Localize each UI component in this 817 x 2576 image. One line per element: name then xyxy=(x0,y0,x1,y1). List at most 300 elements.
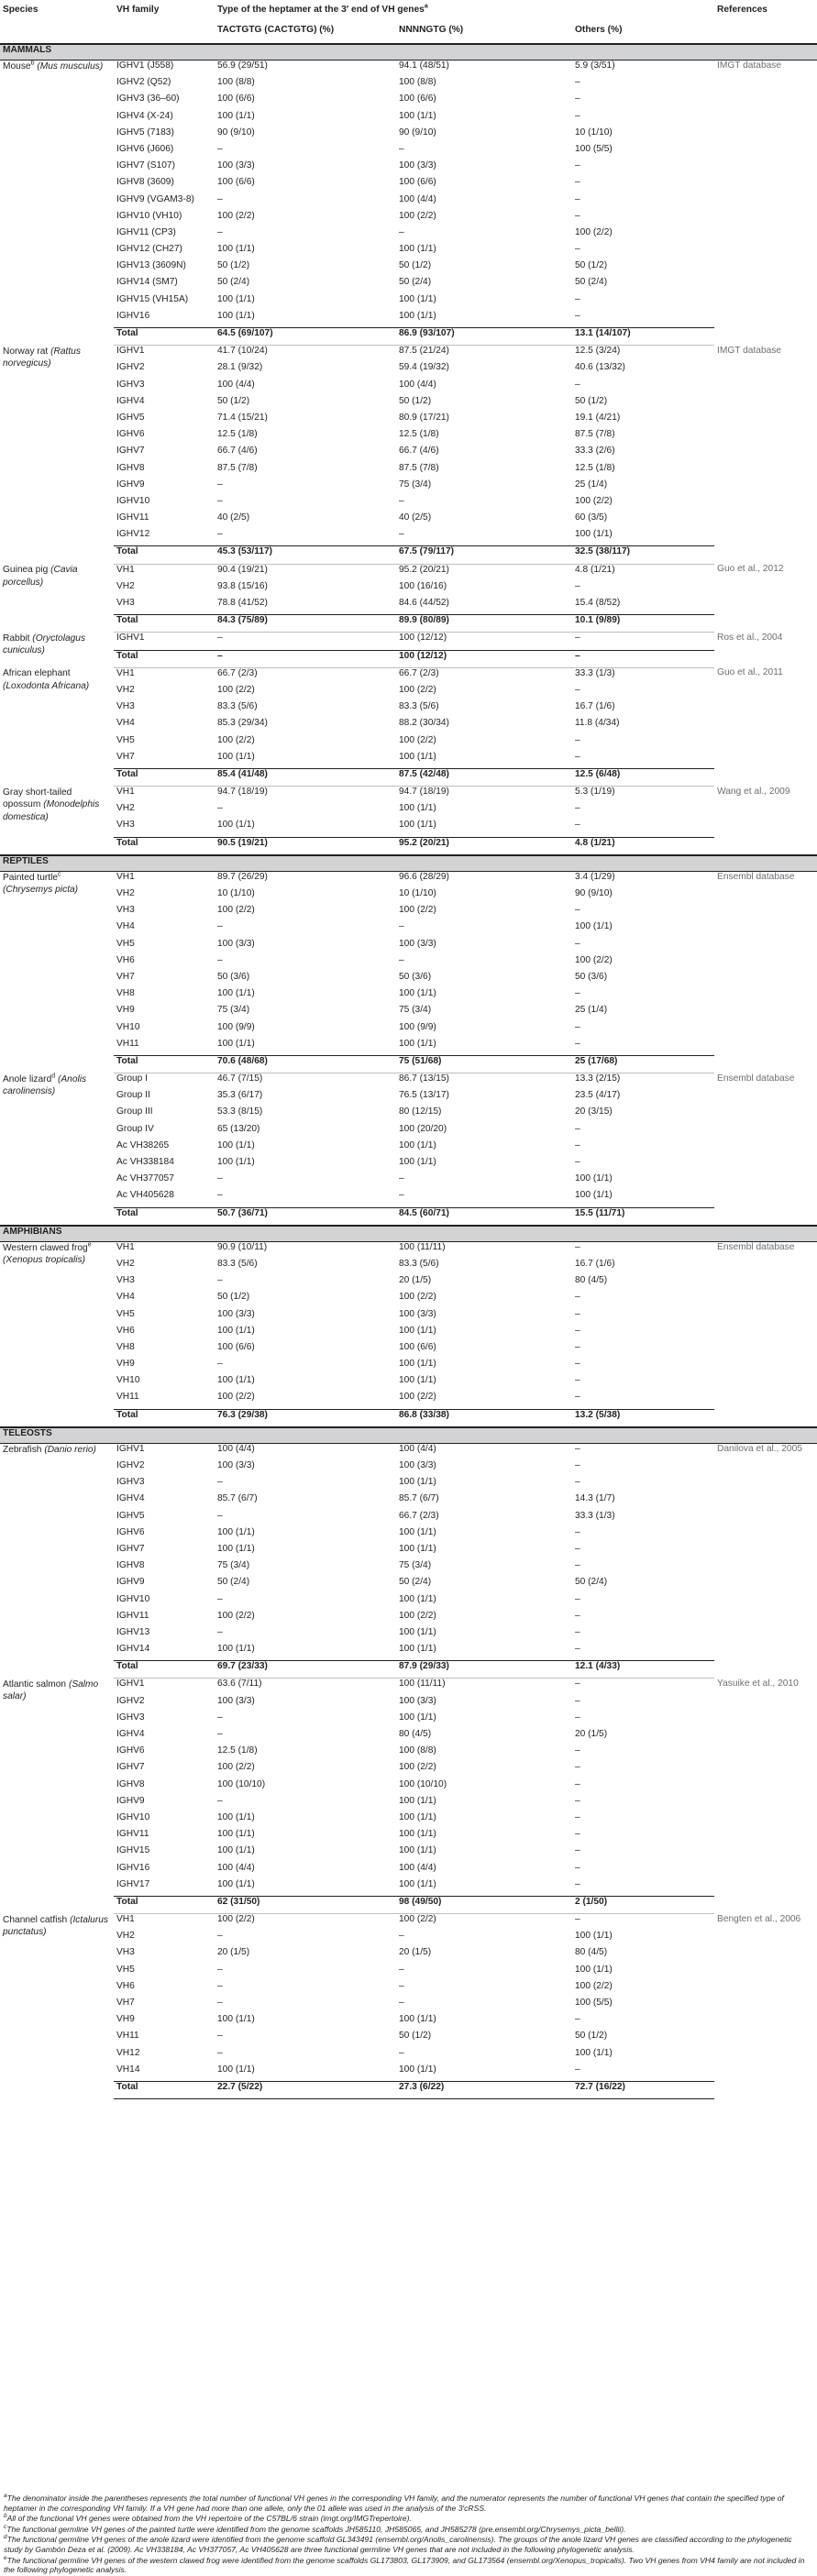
nnnngtg-cell: 100 (1/1) xyxy=(399,2014,436,2025)
nnnngtg-cell: – xyxy=(399,1998,404,2008)
nnnngtg-cell: 76.5 (13/17) xyxy=(399,1090,449,1101)
others-cell: – xyxy=(575,1795,580,1806)
vh-family-cell: IGHV11 xyxy=(116,512,149,523)
total-tactgtg: 64.5 (69/107) xyxy=(215,328,396,346)
tactgtg-cell: – xyxy=(217,1477,223,1488)
total-nnnngtg: 87.5 (42/48) xyxy=(396,768,572,786)
table-row xyxy=(0,1190,817,1207)
total-label: Total xyxy=(114,1661,215,1679)
table-row xyxy=(0,2048,817,2064)
others-cell: 100 (2/2) xyxy=(575,954,613,965)
others-cell: 50 (2/4) xyxy=(575,1577,608,1588)
nnnngtg-cell: 100 (1/1) xyxy=(399,110,436,121)
vh-family-cell: Group II xyxy=(116,1090,150,1101)
others-cell: – xyxy=(575,2014,580,2025)
tactgtg-cell: 40 (2/5) xyxy=(217,512,250,523)
tactgtg-cell: 66.7 (4/6) xyxy=(217,446,258,457)
reference-cell: Ros et al., 2004 xyxy=(717,632,783,643)
tactgtg-cell: 100 (1/1) xyxy=(217,2064,255,2075)
table-row xyxy=(0,1679,817,1696)
others-cell: – xyxy=(575,1593,580,1604)
nnnngtg-cell: 83.3 (5/6) xyxy=(399,701,439,712)
nnnngtg-cell: 80 (4/5) xyxy=(399,1729,432,1739)
heptamer-type-title: Type of the heptamer at the 3′ end of VH genes xyxy=(217,5,425,15)
table-row xyxy=(0,905,817,921)
others-cell: 3.4 (1/29) xyxy=(575,871,615,882)
vh-family-cell: VH1 xyxy=(116,1914,135,1925)
others-cell: – xyxy=(575,1829,580,1840)
table-row xyxy=(0,362,817,379)
total-nnnngtg: 86.8 (33/38) xyxy=(396,1409,572,1427)
vh-family-cell: IGHV8 (3609) xyxy=(116,177,174,188)
total-tactgtg: 70.6 (48/68) xyxy=(215,1055,396,1073)
total-label: Total xyxy=(114,650,215,667)
footnote-text: The functional germline VH genes of the western clawed frog were identified from the genome scaffolds GL173803, GL173909, and GL173564 (ensembl.org/Xenopus_tropicalis). Two VH genes from VH4 family are not included in the following phylogenetic analysis. xyxy=(4,2555,805,2575)
species-latin-name: (Rattus norvegicus) xyxy=(3,346,81,369)
total-tactgtg: 76.3 (29/38) xyxy=(215,1409,396,1427)
vh-family-cell: VH1 xyxy=(116,564,135,575)
table-row xyxy=(0,1527,817,1544)
tactgtg-cell: – xyxy=(217,1190,223,1201)
section-header-row xyxy=(0,855,817,872)
table-row xyxy=(0,1241,817,1259)
nnnngtg-cell: 100 (1/1) xyxy=(399,1712,436,1723)
vh-family-cell: IGHV12 (CH27) xyxy=(116,244,182,255)
vh-family-cell: IGHV17 xyxy=(116,1878,150,1889)
tactgtg-cell: 50 (1/2) xyxy=(217,395,250,406)
section-header-row xyxy=(0,1226,817,1242)
total-label: Total xyxy=(114,1409,215,1427)
others-cell: – xyxy=(575,1392,580,1403)
others-cell: – xyxy=(575,1341,580,1352)
others-cell: – xyxy=(575,1695,580,1706)
table-row xyxy=(0,598,817,615)
others-cell: – xyxy=(575,1375,580,1386)
table-row xyxy=(0,194,817,211)
tactgtg-cell: 100 (1/1) xyxy=(217,244,255,255)
vh-family-cell: IGHV10 xyxy=(116,495,150,506)
tactgtg-cell: 90 (9/10) xyxy=(217,127,255,138)
tactgtg-cell: 100 (2/2) xyxy=(217,1392,255,1403)
others-cell: – xyxy=(575,1811,580,1822)
tactgtg-cell: – xyxy=(217,1626,223,1637)
others-cell: – xyxy=(575,160,580,171)
nnnngtg-cell: 50 (2/4) xyxy=(399,277,432,288)
species-footnote-mark: e xyxy=(87,1241,92,1249)
vh-family-cell: IGHV1 xyxy=(116,1679,145,1690)
footnote-text: The functional germline VH genes of the anole lizard were identified from the genome scaffold GL343491 (ensembl.org/Anolis_carolinensis). The groups of the anole lizard VH genes are classified according to the phylogenetic study by Gambón Deza et al. (2009). Ac VH338184, Ac VH377057, Ac VH405628 are three functional germline VH genes that are not included in the following phylogenetic analysis. xyxy=(4,2535,792,2554)
tactgtg-cell: 100 (8/8) xyxy=(217,77,255,88)
tactgtg-cell: 93.8 (15/16) xyxy=(217,580,268,591)
table-row xyxy=(0,1124,817,1140)
table-row xyxy=(0,1493,817,1510)
table-row xyxy=(0,1712,817,1729)
total-label: Total xyxy=(114,328,215,346)
table-row xyxy=(0,77,817,94)
others-cell: – xyxy=(575,803,580,814)
tactgtg-cell: 100 (1/1) xyxy=(217,1829,255,1840)
nnnngtg-cell: 100 (1/1) xyxy=(399,1543,436,1554)
total-row xyxy=(0,1661,817,1679)
tactgtg-cell: 100 (4/4) xyxy=(217,1443,255,1454)
total-tactgtg: – xyxy=(215,650,396,667)
nnnngtg-cell: 100 (2/2) xyxy=(399,1762,436,1773)
others-cell: – xyxy=(575,1626,580,1637)
others-cell: – xyxy=(575,1845,580,1856)
vh-family-cell: IGHV2 xyxy=(116,1695,145,1706)
nnnngtg-cell: 87.5 (7/8) xyxy=(399,462,439,473)
total-others: 13.2 (5/38) xyxy=(572,1409,714,1427)
others-cell: 100 (1/1) xyxy=(575,529,613,540)
nnnngtg-cell: 100 (1/1) xyxy=(399,1477,436,1488)
tactgtg-cell: 50 (3/6) xyxy=(217,971,250,982)
others-cell: 100 (5/5) xyxy=(575,143,613,154)
nnnngtg-cell: 100 (1/1) xyxy=(399,1359,436,1370)
species-footnote-mark: d xyxy=(51,1073,56,1080)
vh-family-cell: VH11 xyxy=(116,2031,139,2042)
others-cell: – xyxy=(575,77,580,88)
species-cell xyxy=(0,1073,114,1226)
vh-family-cell: Ac VH338184 xyxy=(116,1157,174,1167)
others-cell: 5.9 (3/51) xyxy=(575,61,615,71)
nnnngtg-cell: 50 (3/6) xyxy=(399,971,432,982)
others-cell: – xyxy=(575,1878,580,1889)
tactgtg-cell: 100 (1/1) xyxy=(217,1878,255,1889)
table-row xyxy=(0,752,817,769)
tactgtg-cell: – xyxy=(217,1510,223,1521)
table-row xyxy=(0,667,817,685)
vh-family-cell: IGHV9 (VGAM3-8) xyxy=(116,193,194,204)
tactgtg-cell: 100 (6/6) xyxy=(217,94,255,105)
vh-family-cell: VH8 xyxy=(116,988,135,999)
vh-family-cell: IGHV2 xyxy=(116,1460,145,1470)
others-cell: 80 (4/5) xyxy=(575,1275,608,1286)
table-row xyxy=(0,1039,817,1056)
nnnngtg-cell: 50 (1/2) xyxy=(399,2031,432,2042)
species-name: Guinea pig xyxy=(3,565,49,576)
others-cell: – xyxy=(575,1526,580,1537)
nnnngtg-cell: 50 (1/2) xyxy=(399,260,432,271)
footnote-mark: c xyxy=(4,2523,7,2530)
species-name: Zebrafish xyxy=(3,1444,42,1455)
tactgtg-cell: – xyxy=(217,1980,223,1991)
tactgtg-cell: – xyxy=(217,633,223,644)
footnote xyxy=(4,2493,811,2513)
vh-family-cell: VH6 xyxy=(116,1325,135,1336)
tactgtg-cell: 65 (13/20) xyxy=(217,1123,260,1134)
tactgtg-cell: 100 (2/2) xyxy=(217,905,255,916)
table-row xyxy=(0,685,817,701)
table-row xyxy=(0,972,817,988)
vh-family-cell: IGHV11 xyxy=(116,1829,149,1840)
vh-family-cell: IGHV2 xyxy=(116,362,145,373)
section-title: AMPHIBIANS xyxy=(0,1226,817,1242)
nnnngtg-cell: 100 (8/8) xyxy=(399,77,436,88)
nnnngtg-cell: 100 (11/11) xyxy=(399,1679,446,1690)
table-row xyxy=(0,512,817,529)
tactgtg-cell: 100 (1/1) xyxy=(217,1526,255,1537)
tactgtg-cell: 100 (1/1) xyxy=(217,1325,255,1336)
total-tactgtg: 22.7 (5/22) xyxy=(215,2081,396,2098)
total-label: Total xyxy=(114,2081,215,2098)
nnnngtg-cell: 86.7 (13/15) xyxy=(399,1073,449,1084)
nnnngtg-cell: 20 (1/5) xyxy=(399,1275,432,1286)
species-cell xyxy=(0,346,114,564)
total-others: 25 (17/68) xyxy=(572,1055,714,1073)
table-row xyxy=(0,1392,817,1409)
total-others: 32.5 (38/117) xyxy=(572,546,714,564)
others-cell: – xyxy=(575,1241,580,1252)
others-cell: – xyxy=(575,310,580,321)
vh-family-cell: IGHV9 xyxy=(116,1795,145,1806)
vh-family-cell: VH7 xyxy=(116,971,135,982)
nnnngtg-cell: 66.7 (2/3) xyxy=(399,667,439,678)
others-cell: 100 (5/5) xyxy=(575,1998,613,2008)
footnote-mark: e xyxy=(4,2554,7,2561)
vh-family-cell: VH1 xyxy=(116,787,135,798)
tactgtg-cell: 100 (10/10) xyxy=(217,1778,266,1789)
table-row xyxy=(0,277,817,293)
tactgtg-cell: 100 (1/1) xyxy=(217,1139,255,1150)
others-cell: 5.3 (1/19) xyxy=(575,787,615,798)
vh-family-cell: IGHV2 (Q52) xyxy=(116,77,171,88)
species-name: Rabbit xyxy=(3,633,30,644)
tactgtg-cell: 94.7 (18/19) xyxy=(217,787,268,798)
nnnngtg-cell: 87.5 (21/24) xyxy=(399,346,449,357)
table-row xyxy=(0,888,817,905)
others-cell: – xyxy=(575,1712,580,1723)
vh-family-cell: IGHV13 xyxy=(116,1626,150,1637)
vh-family-cell: VH3 xyxy=(116,598,135,608)
nnnngtg-cell: 100 (2/2) xyxy=(399,684,436,695)
total-row xyxy=(0,1409,817,1427)
nnnngtg-cell: 100 (2/2) xyxy=(399,210,436,221)
table-header-row xyxy=(0,0,817,25)
vh-family-cell: VH2 xyxy=(116,803,135,814)
table-row xyxy=(0,2064,817,2082)
tactgtg-cell: 100 (2/2) xyxy=(217,684,255,695)
vh-family-cell: VH1 xyxy=(116,1241,135,1252)
table-row xyxy=(0,244,817,260)
species-latin-name: (Salmo salar) xyxy=(3,1679,99,1702)
others-cell: – xyxy=(575,1443,580,1454)
nnnngtg-cell: 83.3 (5/6) xyxy=(399,1258,439,1269)
table-row xyxy=(0,94,817,110)
col-header-vh-family: VH family xyxy=(116,5,160,15)
species-name: Western clawed frog xyxy=(3,1242,88,1253)
nnnngtg-cell: 100 (11/11) xyxy=(399,1241,446,1252)
species-name: Channel catfish xyxy=(3,1914,68,1925)
footnote-text: The functional germline VH genes of the painted turtle were identified from the genome scaffolds JH585110, JH585065, and JH585278 (pre.ensembl.org/Chrysemys_picta_bellii). xyxy=(6,2524,626,2534)
total-nnnngtg: 87.9 (29/33) xyxy=(396,1661,572,1679)
vh-family-cell: VH14 xyxy=(116,2064,140,2075)
vh-family-cell: VH3 xyxy=(116,701,135,712)
table-row xyxy=(0,1140,817,1157)
tactgtg-cell: 100 (3/3) xyxy=(217,1695,255,1706)
tactgtg-cell: – xyxy=(217,921,223,932)
table-row xyxy=(0,1477,817,1493)
tactgtg-cell: – xyxy=(217,2047,223,2058)
tactgtg-cell: – xyxy=(217,1173,223,1184)
tactgtg-cell: 100 (3/3) xyxy=(217,160,255,171)
footnote xyxy=(4,2556,811,2575)
others-cell: – xyxy=(575,1644,580,1655)
total-row xyxy=(0,837,817,855)
nnnngtg-cell: 100 (16/16) xyxy=(399,580,447,591)
others-cell: 50 (1/2) xyxy=(575,2031,608,2042)
total-nnnngtg: 100 (12/12) xyxy=(396,650,572,667)
tactgtg-cell: – xyxy=(217,1931,223,1942)
vh-family-cell: VH6 xyxy=(116,954,135,965)
section-title: TELEOSTS xyxy=(0,1427,817,1444)
vh-family-cell: VH5 xyxy=(116,938,135,949)
others-cell: 50 (2/4) xyxy=(575,277,608,288)
table-row xyxy=(0,1022,817,1039)
table-row xyxy=(0,1173,817,1190)
total-nnnngtg: 89.9 (80/89) xyxy=(396,615,572,633)
tactgtg-cell: – xyxy=(217,2031,223,2042)
tactgtg-cell: 100 (2/2) xyxy=(217,1610,255,1621)
table-row xyxy=(0,227,817,244)
tactgtg-cell: 100 (2/2) xyxy=(217,210,255,221)
nnnngtg-cell: 75 (3/4) xyxy=(399,1560,432,1571)
table-row xyxy=(0,803,817,820)
total-row xyxy=(0,1896,817,1913)
species-latin-name: (Danio rerio) xyxy=(44,1444,96,1455)
nnnngtg-cell: 100 (3/3) xyxy=(399,1308,436,1319)
others-cell: 12.5 (1/8) xyxy=(575,462,615,473)
others-cell: – xyxy=(575,1139,580,1150)
vh-family-cell: VH5 xyxy=(116,734,135,745)
others-cell: 20 (3/15) xyxy=(575,1106,613,1117)
total-nnnngtg: 98 (49/50) xyxy=(396,1896,572,1913)
total-tactgtg: 85.4 (41/48) xyxy=(215,768,396,786)
vh-family-cell: IGHV12 xyxy=(116,529,150,540)
table-row xyxy=(0,1965,817,1981)
vh-family-cell: VH2 xyxy=(116,1931,135,1942)
tactgtg-cell: 85.7 (6/7) xyxy=(217,1493,258,1504)
species-cell xyxy=(0,1914,114,2099)
others-cell: – xyxy=(575,1610,580,1621)
vh-family-cell: VH7 xyxy=(116,1998,135,2008)
table-row xyxy=(0,396,817,413)
reference-cell: Bengten et al., 2006 xyxy=(717,1913,801,1924)
vh-family-cell: VH9 xyxy=(116,2014,135,2025)
reference-cell: Wang et al., 2009 xyxy=(717,786,790,797)
table-row xyxy=(0,1259,817,1275)
vh-family-cell: IGHV10 xyxy=(116,1593,150,1604)
total-nnnngtg: 75 (51/68) xyxy=(396,1055,572,1073)
total-nnnngtg: 67.5 (79/117) xyxy=(396,546,572,564)
reference-cell: Guo et al., 2012 xyxy=(717,564,784,575)
tactgtg-cell: 12.5 (1/8) xyxy=(217,1745,258,1756)
tactgtg-cell: 100 (1/1) xyxy=(217,751,255,762)
footnote-text: All of the functional VH genes were obtained from the VH repertoire of the C57BL/6 strain (imgt.org/IMGTrepertoire). xyxy=(6,2514,412,2524)
nnnngtg-cell: 100 (12/12) xyxy=(399,633,447,644)
others-cell: – xyxy=(575,1157,580,1167)
table-row xyxy=(0,260,817,277)
vh-family-cell: Group III xyxy=(116,1106,153,1117)
reference-cell: Ensembl database xyxy=(717,871,795,882)
tactgtg-cell: 46.7 (7/15) xyxy=(217,1073,263,1084)
species-cell xyxy=(0,871,114,1073)
total-others: 15.5 (11/71) xyxy=(572,1207,714,1226)
tactgtg-cell: 100 (1/1) xyxy=(217,1038,255,1049)
vh-family-cell: IGHV15 (VH15A) xyxy=(116,293,189,304)
table-row xyxy=(0,380,817,396)
nnnngtg-cell: 100 (1/1) xyxy=(399,820,436,831)
total-nnnngtg: 84.5 (60/71) xyxy=(396,1207,572,1226)
reference-cell: IMGT database xyxy=(717,345,782,356)
table-row xyxy=(0,735,817,752)
table-row xyxy=(0,1845,817,1862)
total-label: Total xyxy=(114,1896,215,1913)
others-cell: 23.5 (4/17) xyxy=(575,1090,621,1101)
species-latin-name: (Cavia porcellus) xyxy=(3,565,78,588)
total-others: 4.8 (1/21) xyxy=(572,837,714,855)
others-cell: – xyxy=(575,1460,580,1470)
vh-family-cell: IGHV9 xyxy=(116,1577,145,1588)
nnnngtg-cell: 10 (1/10) xyxy=(399,888,436,898)
table-row xyxy=(0,988,817,1005)
nnnngtg-cell: 75 (3/4) xyxy=(399,479,432,490)
others-cell: – xyxy=(575,820,580,831)
others-cell: 100 (2/2) xyxy=(575,495,613,506)
vh-family-cell: IGHV14 (SM7) xyxy=(116,277,178,288)
species-latin-name: (Chrysemys picta) xyxy=(3,885,79,896)
total-tactgtg: 50.7 (36/71) xyxy=(215,1207,396,1226)
table-row xyxy=(0,1745,817,1762)
vh-family-cell: VH9 xyxy=(116,1005,135,1016)
table-row xyxy=(0,1577,817,1593)
others-cell: – xyxy=(575,905,580,916)
tactgtg-cell: 41.7 (10/24) xyxy=(217,346,268,357)
nnnngtg-cell: 100 (1/1) xyxy=(399,803,436,814)
others-cell: 100 (1/1) xyxy=(575,1173,613,1184)
nnnngtg-cell: – xyxy=(399,2047,404,2058)
tactgtg-cell: 90.4 (19/21) xyxy=(217,564,268,575)
vh-family-cell: Ac VH38265 xyxy=(116,1139,170,1150)
table-row xyxy=(0,2014,817,2031)
others-cell: – xyxy=(575,1021,580,1032)
table-row xyxy=(0,294,817,311)
total-label: Total xyxy=(114,1207,215,1226)
vh-family-cell: IGHV1 xyxy=(116,633,145,644)
others-cell: 100 (1/1) xyxy=(575,1190,613,1201)
table-row xyxy=(0,1812,817,1829)
vh-family-cell: IGHV5 (7183) xyxy=(116,127,174,138)
table-row xyxy=(0,111,817,127)
species-name: Gray short-tailed opossum xyxy=(3,787,72,810)
total-others: 12.1 (4/33) xyxy=(572,1661,714,1679)
vh-family-cell: IGHV6 xyxy=(116,429,145,440)
tactgtg-cell: 56.9 (29/51) xyxy=(217,61,268,71)
vh-family-cell: VH6 xyxy=(116,1980,135,1991)
total-label: Total xyxy=(114,615,215,633)
nnnngtg-cell: 94.1 (48/51) xyxy=(399,61,449,71)
vh-family-cell: VH1 xyxy=(116,667,135,678)
nnnngtg-cell: 85.7 (6/7) xyxy=(399,1493,439,1504)
species-cell xyxy=(0,633,114,667)
vh-family-cell: IGHV16 xyxy=(116,310,150,321)
nnnngtg-cell: 40 (2/5) xyxy=(399,512,432,523)
total-others: 13.1 (14/107) xyxy=(572,328,714,346)
tactgtg-cell: 100 (2/2) xyxy=(217,1762,255,1773)
total-tactgtg: 69.7 (23/33) xyxy=(215,1661,396,1679)
others-cell: 60 (3/5) xyxy=(575,512,608,523)
vh-family-cell: IGHV4 xyxy=(116,1493,145,1504)
species-latin-name: (Xenopus tropicalis) xyxy=(3,1255,86,1266)
